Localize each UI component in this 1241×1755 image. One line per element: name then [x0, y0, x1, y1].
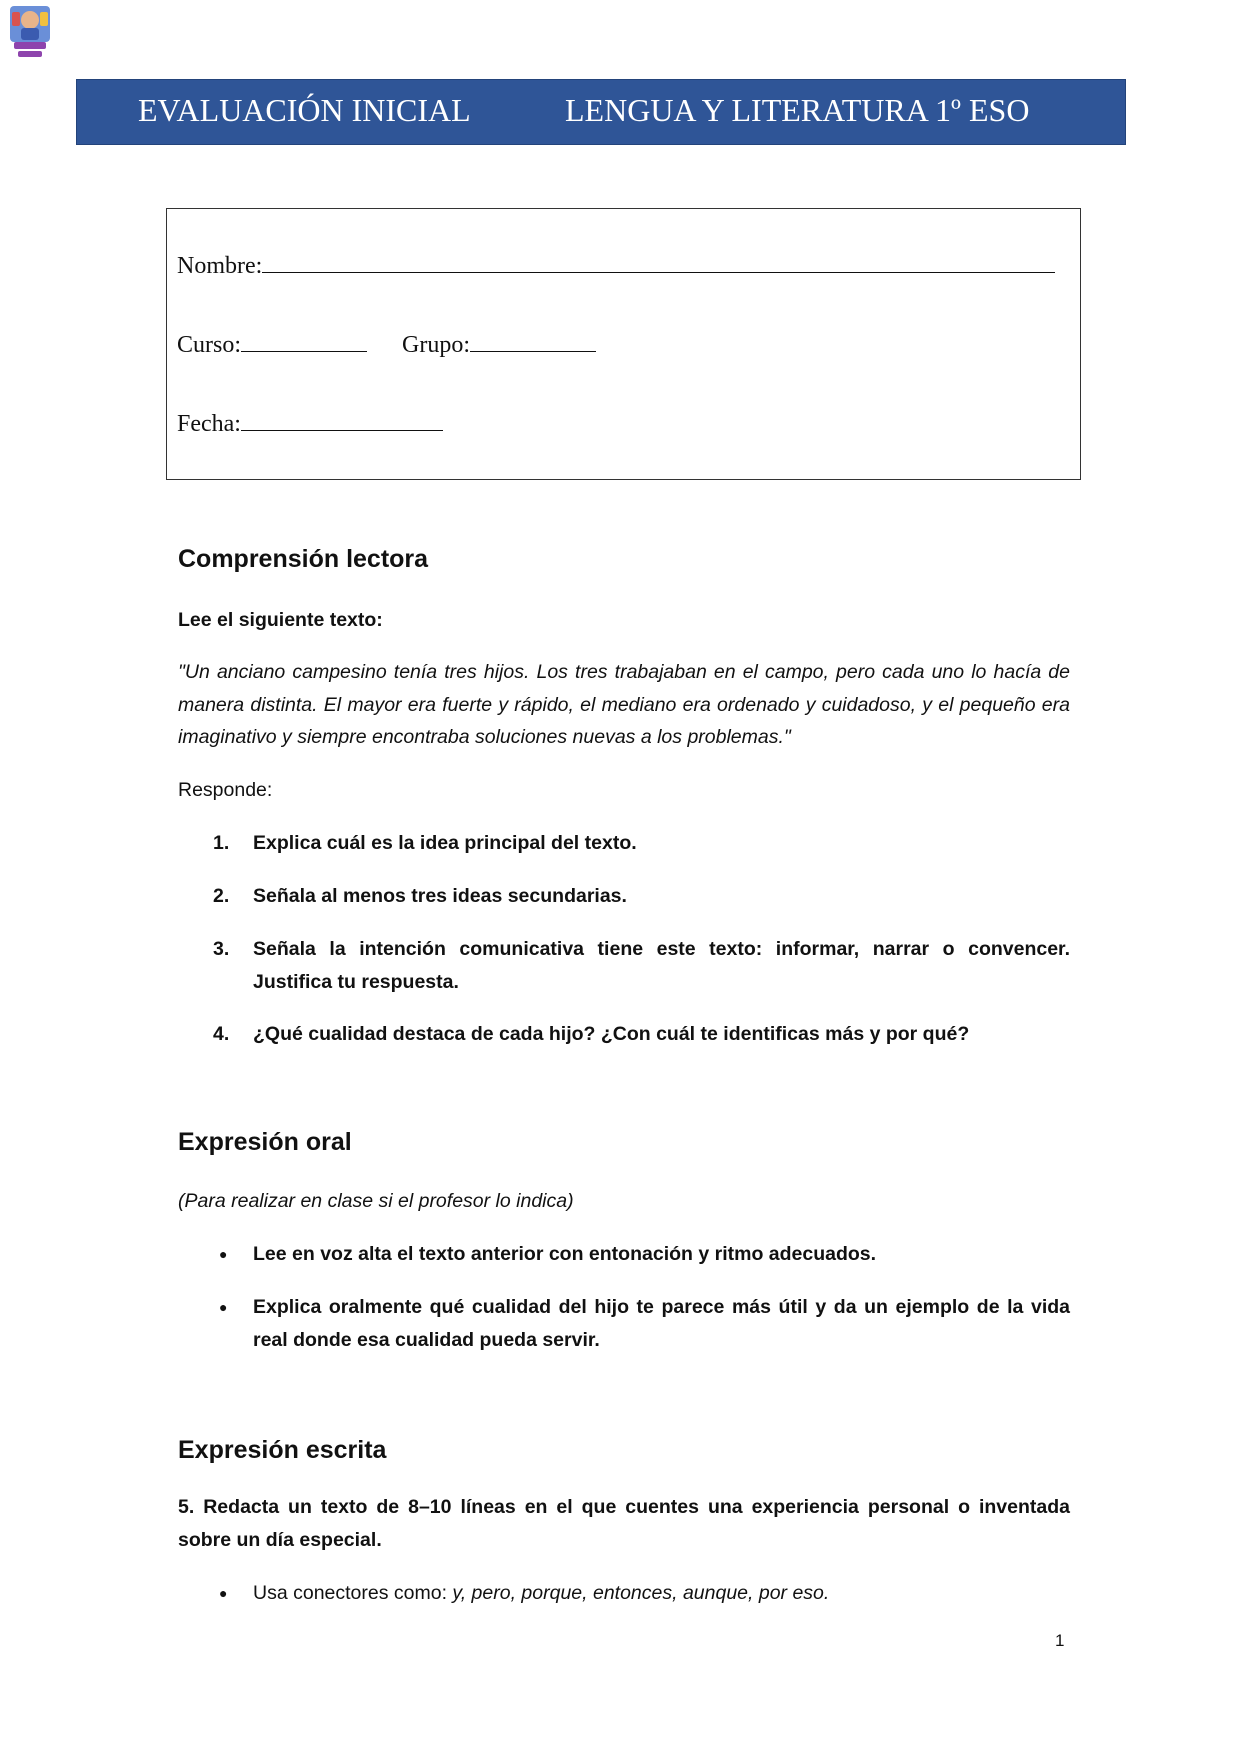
escrita-bullet — [253, 1577, 1070, 1610]
nombre-blank-line[interactable] — [262, 250, 1055, 273]
curso-label: Curso: — [177, 332, 242, 358]
responde-label: Responde: — [178, 779, 273, 801]
nombre-field[interactable] — [177, 250, 1055, 280]
bullet-dot: ● — [219, 1585, 228, 1601]
oral-item-1: Lee en voz alta el texto anterior con entonación y ritmo adecuados. — [253, 1243, 877, 1265]
grupo-field[interactable] — [402, 329, 596, 359]
fecha-field[interactable] — [177, 408, 443, 438]
curso-blank-line[interactable] — [241, 329, 367, 352]
escrita-question-5: 5. Redacta un texto de 8–10 líneas en el que cuentes una experiencia personal o inventada sobre un día especial. — [178, 1496, 1070, 1551]
question-3-number: 3. — [213, 938, 230, 960]
student-info-box — [166, 208, 1081, 480]
oral-title: Expresión oral — [178, 1128, 352, 1156]
header-band — [76, 79, 1126, 145]
question-1-text: Explica cuál es la idea principal del texto. — [253, 832, 637, 854]
grupo-label: Grupo: — [402, 332, 470, 358]
fecha-blank-line[interactable] — [241, 408, 443, 431]
escrita-title: Expresión escrita — [178, 1436, 387, 1464]
page-number: 1 — [1055, 1631, 1065, 1650]
question-2-text: Señala al menos tres ideas secundarias. — [253, 885, 627, 907]
grupo-blank-line[interactable] — [470, 329, 596, 352]
question-1-number: 1. — [213, 832, 230, 854]
question-2-number: 2. — [213, 885, 230, 907]
comprension-title: Comprensión lectora — [178, 545, 429, 573]
question-3-text: Señala la intención comunicativa tiene este texto: informar, narrar o convencer. Justifica tu respuesta. — [253, 938, 1070, 993]
reading-passage: "Un anciano campesino tenía tres hijos. Los tres trabajaban en el campo, pero cada uno lo hacía de manera distinta. El mayor era fuerte y rápido, el mediano era ordenado y cuidadoso, y el pequeño era imaginativo y siempre encontraba soluciones nuevas a los problemas." — [178, 661, 1070, 748]
comprension-instruction: Lee el siguiente texto: — [178, 609, 383, 631]
question-4-number: 4. — [213, 1023, 230, 1045]
connectors-prefix: Usa conectores como: — [253, 1582, 453, 1604]
header-right-title: LENGUA Y LITERATURA 1º ESO — [565, 92, 1030, 128]
connectors-list: y, pero, porque, entonces, aunque, por eso. — [452, 1582, 830, 1604]
curso-field[interactable] — [177, 329, 367, 359]
bullet-dot: ● — [219, 1299, 228, 1315]
bullet-dot: ● — [219, 1246, 228, 1262]
fecha-label: Fecha: — [177, 411, 241, 437]
oral-note: (Para realizar en clase si el profesor lo indica) — [178, 1190, 574, 1212]
header-left-title: EVALUACIÓN INICIAL — [138, 92, 471, 128]
oral-item-2: Explica oralmente qué cualidad del hijo te parece más útil y da un ejemplo de la vida real donde esa cualidad pueda servir. — [253, 1296, 1070, 1351]
nombre-label: Nombre: — [177, 253, 263, 279]
recursos-eso-logo — [8, 4, 52, 62]
question-4-text: ¿Qué cualidad destaca de cada hijo? ¿Con cuál te identificas más y por qué? — [253, 1023, 970, 1045]
